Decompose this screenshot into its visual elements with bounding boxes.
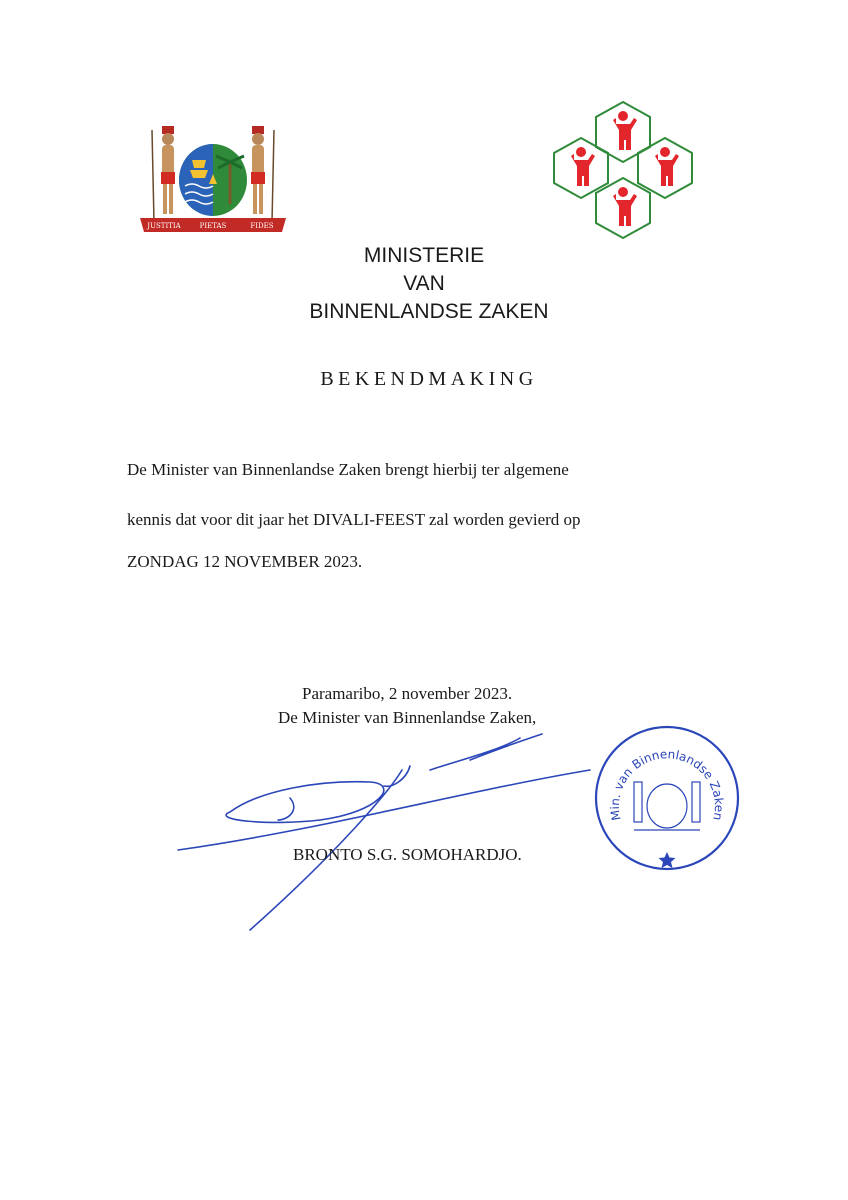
svg-text:FIDES: FIDES — [250, 222, 274, 230]
stamp-text: Min. van Binnenlandse Zaken — [607, 747, 727, 822]
announcement-line-3: ZONDAG 12 NOVEMBER 2023. — [127, 552, 363, 571]
place-and-date: Paramaribo, 2 november 2023. — [302, 684, 513, 703]
ministry-name-line-2: VAN — [403, 272, 445, 295]
shield — [179, 144, 247, 216]
handwritten-signature — [170, 720, 600, 935]
document-title: BEKENDMAKING — [320, 368, 538, 390]
coat-of-arms-emblem — [138, 122, 288, 237]
right-supporter-figure — [251, 126, 274, 222]
stamp-star-icon — [659, 852, 676, 868]
svg-text:PIETAS: PIETAS — [199, 222, 227, 230]
logo-person-top — [613, 111, 637, 150]
logo-person-bottom — [613, 187, 637, 226]
svg-text:JUSTITIA: JUSTITIA — [147, 222, 181, 230]
signatory-title: De Minister van Binnenlandse Zaken, — [278, 708, 537, 727]
logo-person-right — [655, 147, 679, 186]
official-stamp — [592, 706, 742, 876]
ministry-name-line-1: MINISTERIE — [363, 244, 485, 267]
stamp-coat-of-arms-icon — [634, 782, 700, 830]
left-supporter-figure — [152, 126, 175, 222]
ministry-logo — [550, 100, 696, 242]
logo-person-left — [571, 147, 595, 186]
announcement-line-1: De Minister van Binnenlandse Zaken brengt hierbij ter algemene — [127, 460, 569, 479]
motto-ribbon — [140, 218, 286, 232]
announcement-line-2: kennis dat voor dit jaar het DIVALI-FEEST zal worden gevierd op — [127, 510, 581, 529]
ministry-name-line-3: BINNENLANDSE ZAKEN — [309, 300, 549, 323]
signatory-name: BRONTO S.G. SOMOHARDJO. — [293, 845, 522, 864]
